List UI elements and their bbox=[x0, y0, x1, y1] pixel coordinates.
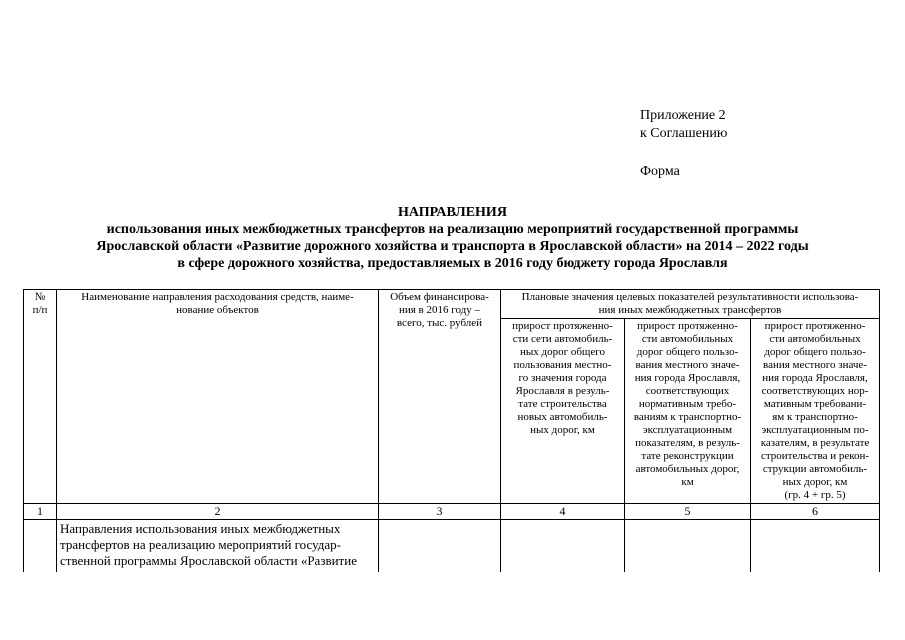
header-num: № п/п bbox=[24, 290, 57, 504]
row-target-2-cell bbox=[625, 520, 751, 573]
column-number: 4 bbox=[501, 504, 625, 520]
header-name: Наименование направления расходования средств, наиме- нование объектов bbox=[57, 290, 379, 504]
row-target-1-cell bbox=[501, 520, 625, 573]
row-num-cell bbox=[24, 520, 57, 573]
row-name-cell: Направления использования иных межбюджетных трансфертов на реализацию мероприятий государ- ственной программы Ярославской области «Развитие bbox=[57, 520, 379, 573]
transfers-table bbox=[23, 289, 880, 573]
column-number: 2 bbox=[57, 504, 379, 520]
row-volume-cell bbox=[379, 520, 501, 573]
header-sub-3: прирост протяженно- сти автомобильных дорог общего пользо- вания местного значе- ния города Ярославля, соответствующих нор- мативным требовани- ям к транспортно- эксплуатационным по- казателям, в результате строительства и рекон- струкции автомобиль- ных дорог, км (гр. 4 + гр. 5) bbox=[751, 319, 880, 504]
header-targets: Плановые значения целевых показателей результативности использова- ния иных межбюджетных трансфертов bbox=[501, 290, 880, 319]
table-header-row bbox=[24, 290, 880, 319]
column-number: 3 bbox=[379, 504, 501, 520]
header-sub-2: прирост протяженно- сти автомобильных дорог общего пользо- вания местного значе- ния города Ярославля, соответствующих нормативным требо- ваниям к транспортно- эксплуатационным показателям, в резуль- тате реконструкции автомобильных дорог, км bbox=[625, 319, 751, 504]
table-row bbox=[24, 520, 880, 573]
header-sub-1: прирост протяженно- сти сети автомобиль- ных дорог общего пользования местно- го значения города Ярославля в резуль- тате строительства новых автомобиль- ных дорог, км bbox=[501, 319, 625, 504]
title-line-3: в сфере дорожного хозяйства, предоставляемых в 2016 году бюджету города Ярославля bbox=[177, 256, 728, 271]
row-target-3-cell bbox=[751, 520, 880, 573]
appendix-line-1: Приложение 2 bbox=[640, 108, 726, 123]
column-number: 6 bbox=[751, 504, 880, 520]
appendix-block bbox=[640, 107, 727, 181]
document-title bbox=[0, 204, 905, 272]
column-number: 5 bbox=[625, 504, 751, 520]
form-label: Форма bbox=[640, 164, 680, 179]
title-line-1: использования иных межбюджетных трансфертов на реализацию мероприятий государственной программы bbox=[106, 222, 799, 237]
column-number: 1 bbox=[24, 504, 57, 520]
column-numbers-row bbox=[24, 504, 880, 520]
title-heading: НАПРАВЛЕНИЯ bbox=[398, 205, 507, 220]
title-line-2: Ярославской области «Развитие дорожного хозяйства и транспорта в Ярославской области» на 2014 – 2022 годы bbox=[96, 239, 809, 254]
page-bottom-area bbox=[0, 572, 905, 640]
appendix-line-2: к Соглашению bbox=[640, 126, 728, 141]
header-volume: Объем финансирова- ния в 2016 году – всего, тыс. рублей bbox=[379, 290, 501, 504]
